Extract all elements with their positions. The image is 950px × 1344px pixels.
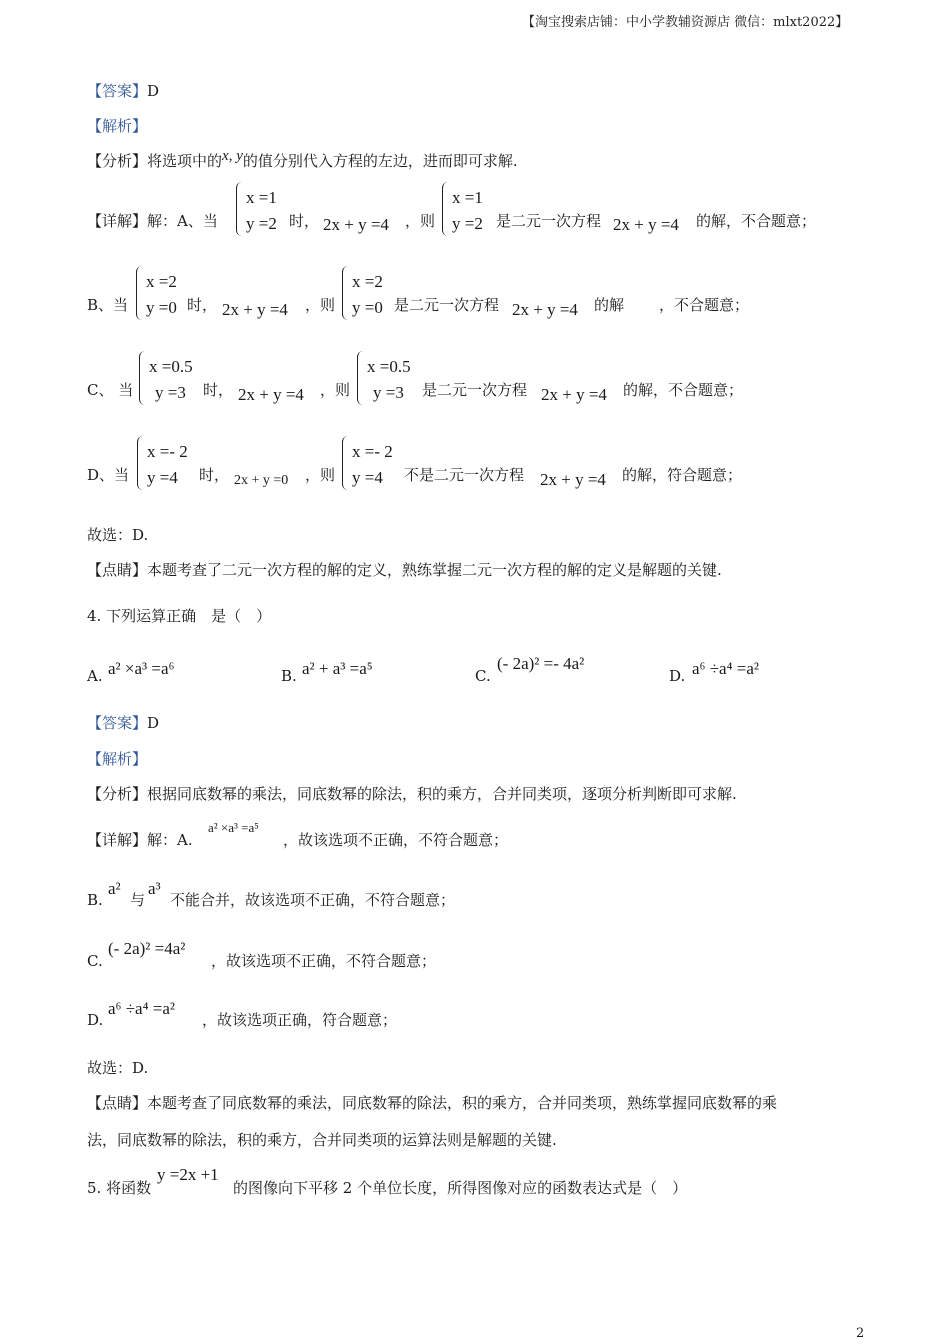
dianjing-text: 本题考查了二元一次方程的解的定义，熟练掌握二元一次方程的解的定义是解题的关键.: [147, 561, 722, 579]
b-tail2: ，不合题意；: [659, 296, 750, 314]
d-tail: 的解，符合题意；: [622, 466, 743, 484]
b-prefix: B、当: [87, 296, 129, 314]
detail-label: 【详解】: [87, 212, 148, 230]
c-eq2: 2x + y =4: [541, 385, 607, 404]
d-sys1-line2: y =4: [147, 468, 178, 487]
q3-dianjing: [87, 563, 722, 578]
a-sys2-line2: y =2: [452, 214, 483, 233]
d-then: ，则: [305, 466, 336, 484]
b-sys2-line1: x =2: [352, 272, 383, 291]
d-when: 时，: [199, 466, 230, 484]
a-eq: 2x + y =4: [323, 215, 389, 234]
q4-stem: 4. 下列运算正确 是（ ）: [87, 607, 272, 625]
q4-detail-d-post: ，故该选项正确，符合题意；: [202, 1011, 398, 1029]
d-prefix: D、当: [87, 466, 130, 484]
q4-opt-d-label: D.: [669, 667, 686, 685]
a-sys1-line1: x =1: [246, 188, 277, 207]
header-banner: 【淘宝搜索店铺：中小学教辅资源店 微信：mlxt2022】: [522, 15, 849, 30]
b-then: ，则: [305, 296, 336, 314]
c-sys1-line2: y =3: [155, 383, 186, 402]
a-sys2-line1: x =1: [452, 188, 483, 207]
q4-opt-c: (- 2a)² =- 4a²: [497, 654, 585, 673]
fenxi-vars: x, y: [222, 148, 243, 164]
q4-opt-b: a² + a³ =a⁵: [302, 659, 373, 678]
a-when: 时，: [289, 212, 320, 230]
q5-pre: 5. 将函数: [87, 1179, 152, 1197]
q4-fenxi-label: 【分析】: [87, 785, 148, 803]
b-sys1-line1: x =2: [146, 272, 177, 291]
c-eq: 2x + y =4: [238, 385, 304, 404]
b-eq: 2x + y =4: [222, 300, 288, 319]
a-eq2: 2x + y =4: [613, 215, 679, 234]
q4-opt-a-label: A.: [87, 667, 103, 685]
d-sys2-line1: x =- 2: [352, 442, 393, 461]
d-is: 不是二元一次方程: [404, 466, 525, 484]
q3-choose: 故选：D.: [87, 526, 149, 544]
q4-opt-c-label: C.: [475, 667, 491, 685]
q4-detail-a-pre: 解：A.: [147, 831, 193, 849]
q4-answer-label: 【答案】: [87, 714, 148, 732]
fenxi-post: 的值分别代入方程的左边，进而即可求解.: [242, 152, 518, 170]
q4-fenxi-text: 根据同底数幂的乘法，同底数幂的除法，积的乘方，合并同类项，逐项分析判断即可求解.: [147, 785, 737, 803]
q3-fenxi-line: [87, 148, 518, 170]
d-eq2: 2x + y =4: [540, 470, 606, 489]
d-sys2-line2: y =4: [352, 468, 383, 487]
c-sys2-line2: y =3: [373, 383, 404, 402]
b-sys1-line2: y =0: [146, 298, 177, 317]
detail-a-prefix: [87, 214, 218, 229]
q4-detail-d-pre: D.: [87, 1011, 104, 1029]
fenxi-pre: 将选项中的: [147, 152, 223, 170]
a-tail: 的解，不合题意；: [696, 212, 817, 230]
q4-dianjing-line2: 法，同底数幂的除法，积的乘方，合并同类项的运算法则是解题的关键.: [87, 1131, 557, 1149]
q4-dianjing-label: 【点睛】: [87, 1094, 148, 1112]
d-eq: 2x + y =0: [234, 473, 289, 488]
b-tail1: 的解: [594, 296, 625, 314]
q4-detail-a-post: ，故该选项不正确，不符合题意；: [283, 831, 509, 849]
q4-detail-b-m1: a²: [108, 879, 121, 898]
q4-choose: 故选：D.: [87, 1059, 149, 1077]
q4-dianjing-line1: 本题考查了同底数幂的乘法，同底数幂的除法，积的乘方，合并同类项，熟练掌握同底数幂的乘: [147, 1094, 778, 1112]
q5-math: y =2x +1: [157, 1165, 219, 1184]
q5-post: 的图像向下平移 2 个单位长度，所得图像对应的函数表达式是（ ）: [233, 1179, 688, 1197]
c-tail: 的解，不合题意；: [623, 381, 744, 399]
q4-opt-b-label: B.: [281, 667, 297, 685]
b-is: 是二元一次方程: [394, 296, 500, 314]
fenxi-label: 【分析】: [87, 152, 148, 170]
q4-detail-label: 【详解】: [87, 831, 148, 849]
q4-fenxi: [87, 787, 737, 802]
a-sys1-line2: y =2: [246, 214, 277, 233]
a-then: ，则: [405, 212, 436, 230]
q4-detail-b-pre: B.: [87, 891, 103, 909]
q4-answer-value: D: [147, 714, 160, 732]
q4-dianjing-1: [87, 1096, 777, 1111]
answer-label: 【答案】: [87, 82, 148, 100]
q3-answer-line: [87, 84, 159, 99]
dianjing-label: 【点睛】: [87, 561, 148, 579]
q4-opt-a: a² ×a³ =a⁶: [108, 659, 175, 678]
q4-detail-b-mid: 与: [130, 891, 146, 909]
c-prefix: C、 当: [87, 381, 134, 399]
q4-detail-c-pre: C.: [87, 952, 103, 970]
c-then: ，则: [320, 381, 351, 399]
c-is: 是二元一次方程: [422, 381, 528, 399]
answer-value: D: [147, 82, 160, 100]
q4-opt-d: a⁶ ÷a⁴ =a²: [692, 659, 760, 678]
page-number: 2: [856, 1326, 865, 1341]
a-is: 是二元一次方程: [496, 212, 602, 230]
q4-detail-a-math: a² ×a³ =a⁵: [208, 820, 259, 835]
q4-detail-c-math: (- 2a)² =4a²: [108, 939, 186, 958]
q4-detail-b-post: 不能合并，故该选项不正确，不符合题意；: [170, 891, 456, 909]
q4-detail-b-m2: a³: [148, 879, 161, 898]
c-sys2-line1: x =0.5: [367, 357, 411, 376]
b-when: 时，: [187, 296, 218, 314]
b-sys2-line2: y =0: [352, 298, 383, 317]
q4-detail-c-post: ，故该选项不正确，不符合题意；: [211, 952, 437, 970]
c-sys1-line1: x =0.5: [149, 357, 193, 376]
q4-detail-a: [87, 833, 193, 848]
q4-analysis-label: 【解析】: [87, 750, 148, 768]
b-eq2: 2x + y =4: [512, 300, 578, 319]
q4-answer-line: [87, 716, 159, 731]
analysis-label: 【解析】: [87, 117, 148, 135]
a-prefix: 解：A、当: [147, 212, 218, 230]
d-sys1-line1: x =- 2: [147, 442, 188, 461]
q4-detail-d-math: a⁶ ÷a⁴ =a²: [108, 999, 176, 1018]
c-when: 时，: [203, 381, 234, 399]
